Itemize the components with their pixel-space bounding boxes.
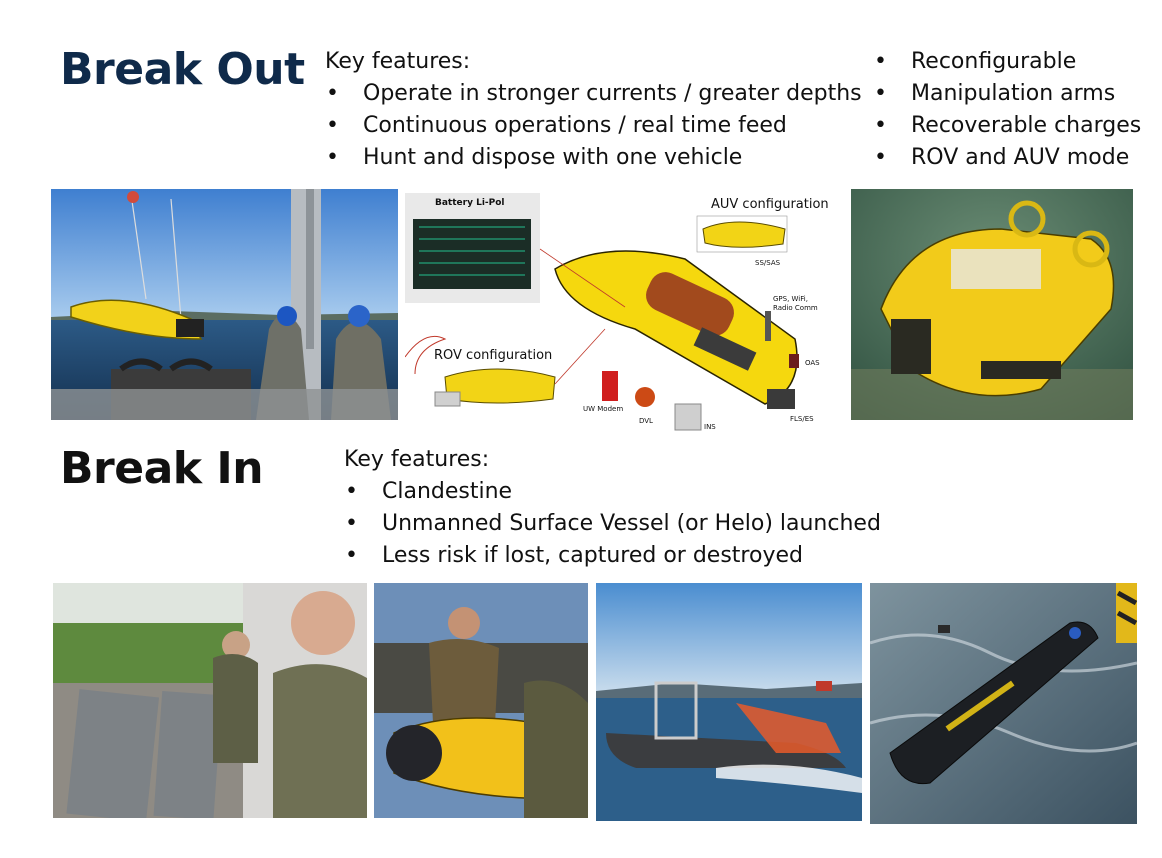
diagram-fls-label: FLS/ES [790, 415, 814, 423]
break-out-feature-right-item: • Reconfigurable [873, 46, 1141, 78]
break-in-feature-item: • Clandestine [344, 476, 881, 508]
surface-vessel-photo [596, 583, 862, 821]
break-out-title: Break Out [60, 44, 305, 95]
break-out-features [325, 46, 862, 174]
yellow-vehicle-handling-photo [374, 583, 588, 818]
diagram-gps-label-line2: Radio Comm [773, 304, 818, 312]
break-in-features-heading: Key features: [344, 447, 490, 472]
diagram-dvl-label: DVL [639, 417, 653, 425]
break-in-title: Break In [60, 443, 264, 494]
break-out-feature-right-item: • Recoverable charges [873, 110, 1141, 142]
diagram-battery-label: Battery Li-Pol [435, 198, 505, 208]
helo-drop-photo [870, 583, 1137, 824]
diagram-gps-label-line1: GPS, WiFi, [773, 295, 808, 303]
soldiers-with-cases-photo [53, 583, 367, 818]
diagram-auv-label: AUV configuration [711, 197, 829, 212]
diagram-uw-modem-label: UW Modem [583, 405, 624, 413]
break-in-feature-item: • Unmanned Surface Vessel (or Helo) launched [344, 508, 881, 540]
break-out-features-right [873, 46, 1141, 174]
diagram-rov-label: ROV configuration [434, 348, 553, 363]
diagram-ins-label: INS [704, 423, 716, 431]
launch-from-ship-photo [51, 189, 398, 420]
break-out-feature-right-item: • Manipulation arms [873, 78, 1141, 110]
break-out-features-heading: Key features: [325, 49, 471, 74]
break-in-feature-item: • Less risk if lost, captured or destroyed [344, 540, 881, 572]
diagram-oas-label: OAS [805, 359, 820, 367]
diagram-ss-label: SS/SAS [755, 259, 781, 267]
break-in-features [344, 444, 881, 572]
break-out-feature-item: • Operate in stronger currents / greater depths [325, 78, 862, 110]
break-out-feature-right-item: • ROV and AUV mode [873, 142, 1141, 174]
configuration-diagram [405, 189, 843, 432]
vehicle-seabed-photo [851, 189, 1133, 420]
break-out-feature-item: • Hunt and dispose with one vehicle [325, 142, 862, 174]
break-out-feature-item: • Continuous operations / real time feed [325, 110, 862, 142]
